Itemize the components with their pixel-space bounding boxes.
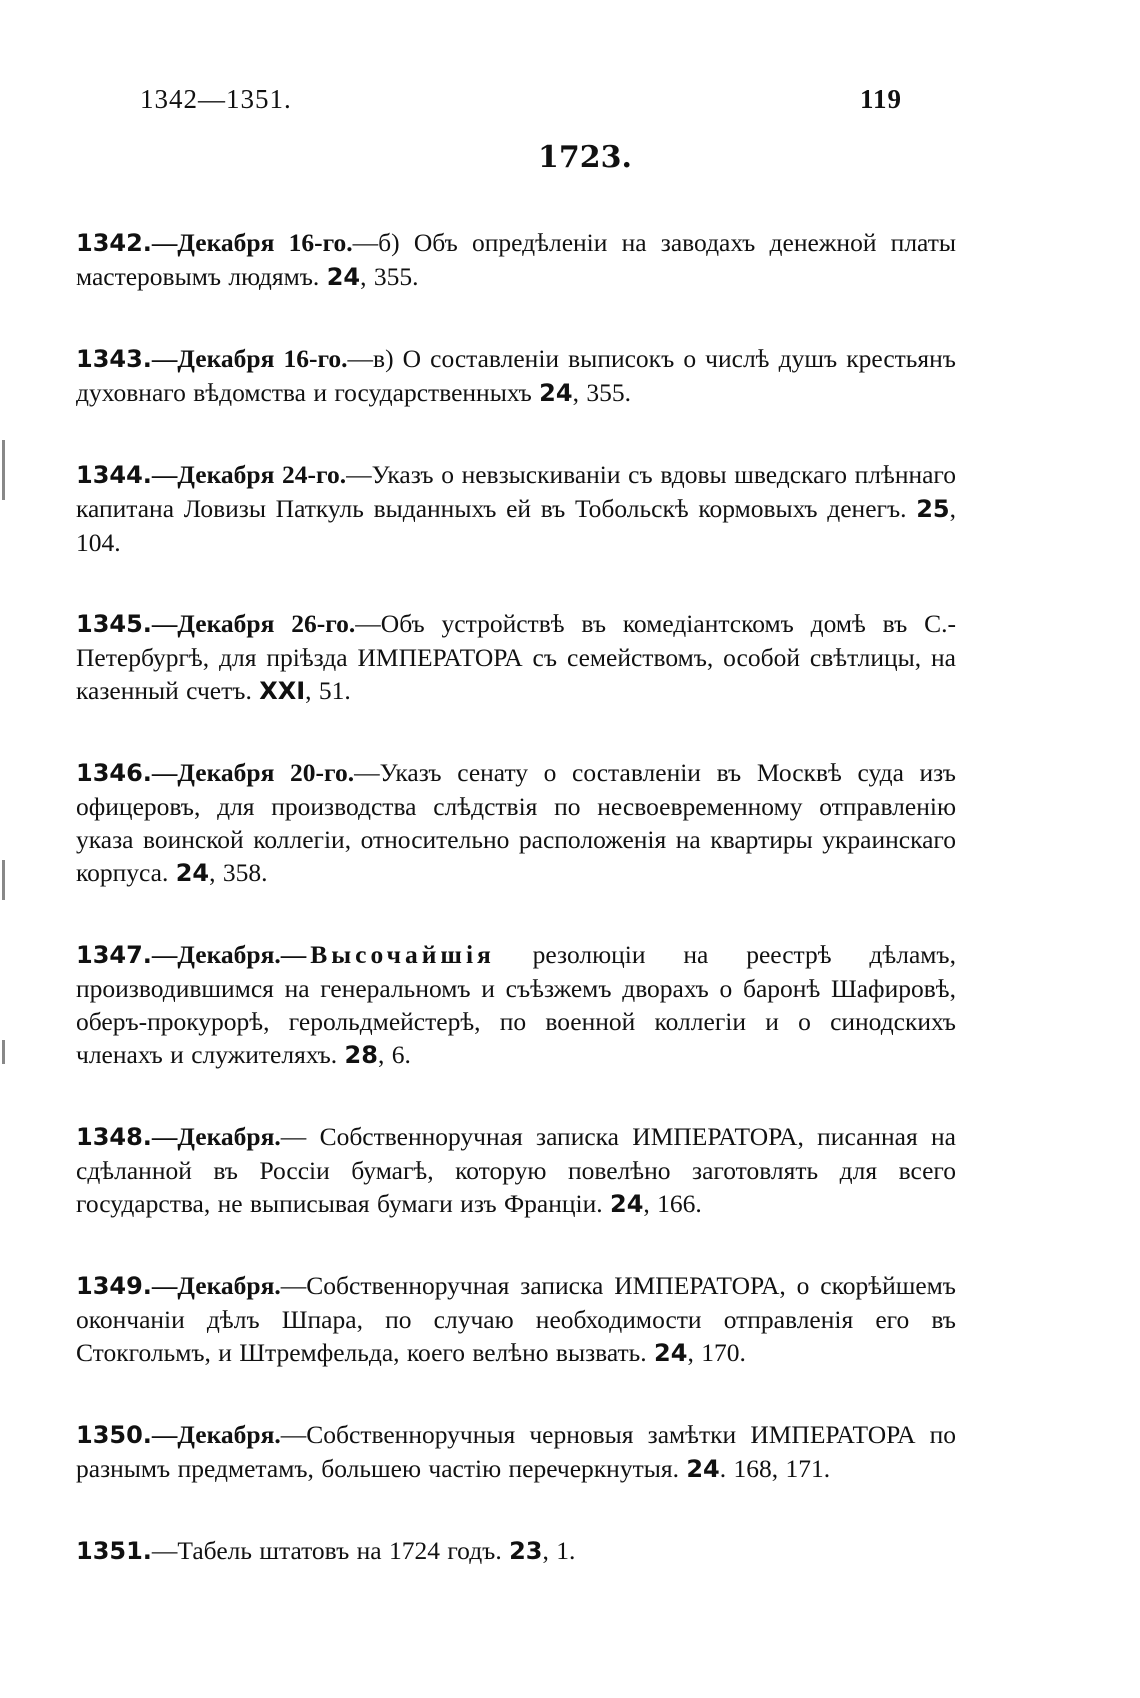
entry-text: —б) Объ опредѣленіи на заводахъ денежной платы мастеровымъ людямъ.: [76, 227, 956, 291]
entry-volume: 28: [344, 1040, 378, 1069]
entry-volume: 24: [326, 262, 361, 291]
entry-date: —Декабря.: [151, 939, 281, 969]
entry-volume: 25: [916, 494, 950, 523]
entry-reference: , 166.: [643, 1188, 702, 1218]
entry-reference: , 1.: [542, 1535, 576, 1565]
entry-text: —Указъ о невзыскиваніи съ вдовы шведскаго плѣннаго капитана Ловизы Паткуль выданныхъ ей въ Тобольскѣ кормовыхъ денегъ.: [76, 459, 956, 523]
entry-reference: , 104.: [76, 493, 956, 557]
entry-date: —Декабря.: [151, 1121, 281, 1151]
entry-text: —в) О составленіи выписокъ о числѣ душъ крестьянъ духовнаго вѣдомства и государственныхъ: [76, 343, 956, 407]
entry-number: 1343.: [76, 344, 152, 373]
entry-reference: , 358.: [209, 857, 268, 887]
entry-volume: 23: [509, 1536, 543, 1565]
entry-text: —Объ устройствѣ въ комедіантскомъ домѣ въ С.-Петербургѣ, для пріѣзда ИМПЕРАТОРА съ семействомъ, особой свѣтлицы, на казенный счетъ.: [76, 608, 956, 705]
entry-text: резолюціи на реестрѣ дѣламъ, производившимся на генеральномъ и съѣзжемъ дворахъ о баронѣ Шафировѣ, оберъ-прокурорѣ, герольдмейстерѣ, по военной коллегіи и о синодскихъ членахъ и служителяхъ.: [76, 939, 956, 1069]
entry-number: 1350.: [76, 1420, 152, 1449]
entry: [76, 1534, 956, 1568]
entry: [76, 1120, 956, 1221]
entry-reference: , 6.: [377, 1039, 411, 1069]
entry-volume: 24: [539, 378, 573, 407]
entry-reference: , 170.: [687, 1337, 746, 1367]
entry-spaced-word: —Высочайшія: [280, 939, 495, 969]
entry-volume: 24: [686, 1454, 720, 1483]
scan-edge-mark: [2, 860, 5, 900]
entry-volume: 24: [610, 1189, 644, 1218]
entry-text: —Указъ сенату о составленіи въ Москвѣ суда изъ офицеровъ, для производства слѣдствія по несвоевременному отправленію указа воинской коллегіи, относительно расположенія на квартиры украинскаго корпуса.: [76, 757, 956, 887]
entry-number: 1342.: [76, 228, 152, 257]
entry: [76, 756, 956, 890]
entry-volume: 24: [654, 1338, 688, 1367]
entry-text: — Собственноручная записка ИМПЕРАТОРА, писанная на сдѣланной въ Россіи бумагѣ, которую повелѣно заготовлять для всего государства, не выписывая бумаги изъ Франціи.: [76, 1121, 956, 1218]
entry-reference: . 168, 171.: [719, 1453, 831, 1483]
entry: [76, 1418, 956, 1486]
entry-volume: 24: [175, 858, 210, 887]
entry-text: —Собственноручная записка ИМПЕРАТОРА, о скорѣйшемъ окончаніи дѣлъ Шпара, по случаю необходимости отправленія его въ Стокгольмъ, и Штремфельда, коего велѣно вызвать.: [76, 1270, 956, 1367]
entry-date: —Декабря 26-го.: [151, 608, 356, 638]
entry-date: —Декабря 16-го.: [151, 343, 348, 373]
entry-text: —Собственноручныя черновыя замѣтки ИМПЕРАТОРА по разнымъ предметамъ, большею частію перечеркнутыя.: [76, 1419, 956, 1483]
scan-edge-mark: [2, 1040, 5, 1064]
entry-list: [76, 200, 956, 1616]
entry-text: —Табель штатовъ на 1724 годъ.: [151, 1535, 510, 1565]
running-head: [140, 84, 902, 124]
entry: [76, 226, 956, 294]
entry-volume: XXI: [259, 676, 306, 705]
entry-date: —Декабря.: [151, 1270, 281, 1300]
entry-number: 1345.: [76, 609, 152, 638]
entry-reference: , 355.: [360, 261, 419, 291]
entry-number: 1346.: [76, 758, 152, 787]
entry-number: 1349.: [76, 1271, 152, 1300]
year-heading: 1723.: [538, 140, 632, 175]
scan-edge-mark: [2, 440, 5, 500]
entry-date: —Декабря 20-го.: [151, 757, 355, 787]
entry: [76, 938, 956, 1072]
entry-date: —Декабря 24-го.: [151, 459, 347, 489]
entry-date: —Декабря 16-го.: [151, 227, 353, 257]
entry-date: —Декабря.: [151, 1419, 281, 1449]
entry: [76, 1269, 956, 1370]
entry: [76, 458, 956, 559]
page-number: 119: [859, 84, 902, 114]
entry: [76, 607, 956, 708]
entry-reference: , 355.: [572, 377, 631, 407]
entry-number: 1348.: [76, 1122, 152, 1151]
entry-range: 1342—1351.: [140, 84, 292, 114]
entry-number: 1347.: [76, 940, 152, 969]
entry: [76, 342, 956, 410]
entry-number: 1351.: [76, 1536, 152, 1565]
entry-reference: , 51.: [305, 675, 351, 705]
entry-number: 1344.: [76, 460, 152, 489]
